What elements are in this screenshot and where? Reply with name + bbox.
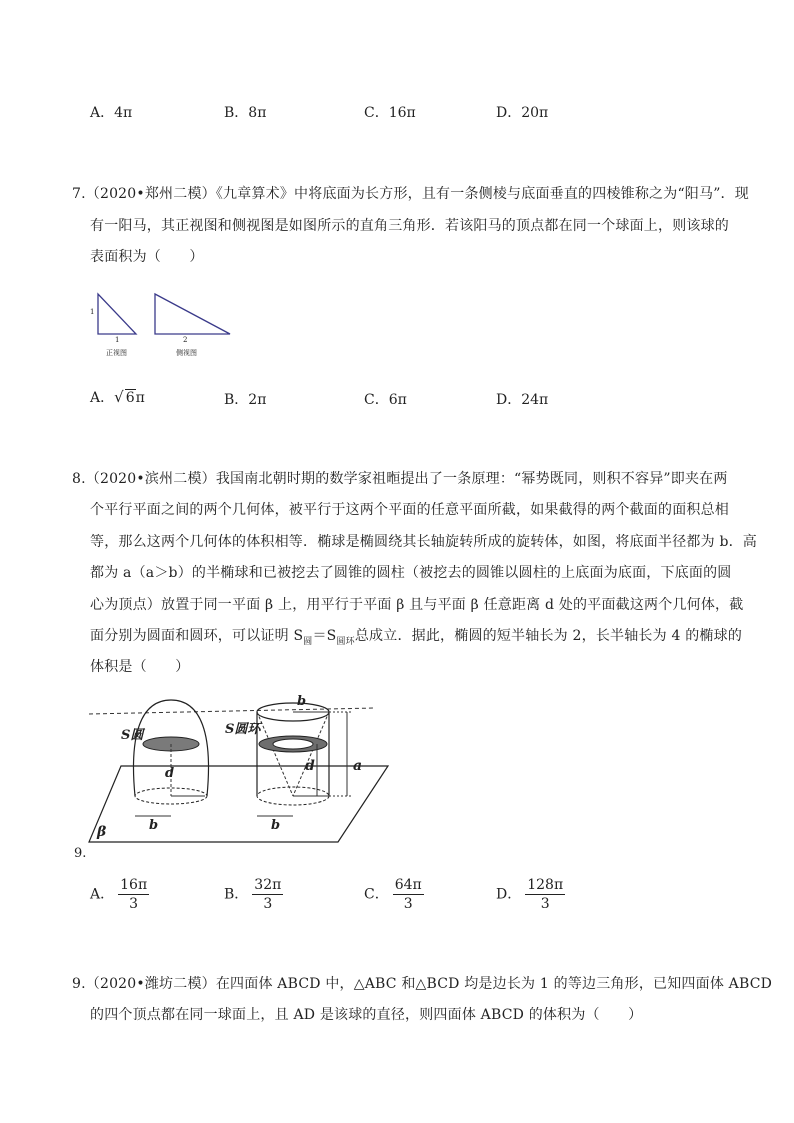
front-view-caption: 正视图 [106,349,127,357]
q6-option-b: B．8π [224,105,267,121]
q6-option-a: A．4π [90,105,133,121]
front-base-label: 1 [115,336,120,344]
q8-option-b-numerator: 32π [254,877,282,893]
q6-option-d: D．20π [496,105,549,121]
q8-stem-line5: 心为顶点）放置于同一平面 β 上，用平行于平面 β 且与平面 β 任意距离 d 处的平面截这两个几何体，截 [90,597,744,613]
label-b-top: b [297,694,307,709]
label-d-cylinder: d [305,758,315,774]
label-a: a [353,758,363,774]
q8-option-b-denominator: 3 [263,896,273,912]
label-b-cylinder: b [271,818,281,833]
q8-option-a-fraction [118,876,149,913]
side-view-triangle [155,294,230,334]
q8-line6-part2: ＝S [312,628,337,644]
q7-option-a [90,387,145,407]
q8-option-d [496,876,565,913]
label-b-ellipsoid: b [149,818,159,833]
front-height-label: 1 [90,308,95,316]
q8-option-c-denominator: 3 [403,896,413,912]
sqrt-sign: √ [114,388,124,406]
label-s-circle: S圆 [121,728,144,743]
q8-stem-line2: 个平行平面之间的两个几何体，被平行于这两个平面的任意平面所截，如果截得的两个截面的面积总相 [90,502,729,518]
q8-option-c [364,876,424,913]
q8-option-b-letter: B． [224,886,249,903]
cone-right [293,712,329,796]
q8-line6-part1: 面分别为圆面和圆环，可以证明 S [90,628,304,644]
q8-option-a [90,876,149,913]
q8-stem-line4: 都为 a（a＞b）的半椭球和已被挖去了圆锥的圆柱（被挖去的圆锥以圆柱的上底面为底面，下底面的圆 [90,565,732,581]
q8-option-b-fraction [252,876,283,913]
q6-option-c: C．16π [364,105,416,121]
q8-option-d-fraction [525,876,565,913]
q8-option-d-denominator: 3 [540,896,550,912]
s-circle-subscript: 圆 [303,636,313,647]
q7-option-a-letter: A． [90,390,115,406]
side-view-caption: 侧视图 [176,349,197,357]
label-s-ring: S圆环 [225,722,261,737]
q9-stem-line2: 的四个顶点都在同一球面上，且 AD 是该球的直径，则四面体 ABCD 的体积为（ ） [90,1007,643,1023]
q8-option-d-letter: D． [496,886,522,903]
q8-option-a-numerator: 16π [120,877,148,893]
q8-line6-part3: 总成立．据此，椭圆的短半轴长为 2，长半轴长为 4 的椭球的 [354,628,743,644]
q7-option-c: C．6π [364,392,407,408]
q7-option-a-radicand: 6 [125,390,135,406]
q7-stem-line2: 有一阳马，其正视图和侧视图是如图所示的直角三角形．若该阳马的顶点都在同一个球面上，则该球的 [90,218,729,234]
cone-left [257,712,293,796]
q8-stem-line1: 8.（2020•滨州二模）我国南北朝时期的数学家祖暅提出了一条原理：“幂势既同，则积不容异”即夹在两 [72,471,728,487]
front-view-triangle [98,294,136,334]
side-base-label: 2 [183,336,188,344]
q7-figure [84,288,244,360]
q8-stem-line6 [90,625,742,647]
ring-hole [273,739,313,749]
stray-question-number: 9. [74,846,87,861]
q9-stem-line1: 9.（2020•潍坊二模）在四面体 ABCD 中，△ABC 和△BCD 均是边长为 1 的等边三角形，已知四面体 ABCD [72,976,773,992]
q8-option-c-letter: C． [364,886,389,903]
q8-option-a-letter: A． [90,886,115,903]
label-beta: β [97,824,107,840]
q8-stem-line7: 体积是（ ） [90,659,190,675]
top-plane-line [89,708,375,714]
q7-stem-line3: 表面积为（ ） [90,249,204,265]
q8-option-c-fraction [393,876,424,913]
q8-option-a-denominator: 3 [129,896,139,912]
q8-option-b [224,876,283,913]
q8-option-d-numerator: 128π [527,877,564,893]
q8-figure [85,694,395,852]
q7-stem-line1: 7.（2020•郑州二模）《九章算术》中将底面为长方形，且有一条侧棱与底面垂直的四棱锥称之为“阳马”．现 [72,186,749,202]
label-d-ellipsoid: d [165,766,175,781]
q8-option-c-numerator: 64π [394,877,422,893]
s-ring-subscript: 圆环 [336,636,355,647]
q7-option-a-pi: π [135,390,145,406]
q8-stem-line3: 等，那么这两个几何体的体积相等．椭球是椭圆绕其长轴旋转所成的旋转体，如图，将底面半径都为 b．高 [90,534,758,550]
q7-option-d: D．24π [496,392,549,408]
q7-option-b: B．2π [224,392,267,408]
